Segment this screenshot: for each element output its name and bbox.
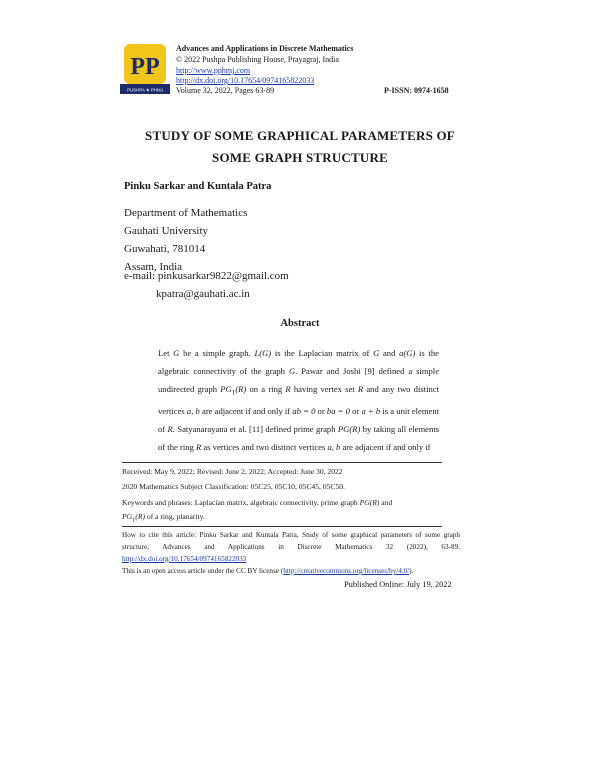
license-notice: This is an open access article under the CC BY license (http://creativecommons.org/licenses/by/4.0/).	[122, 567, 414, 575]
footnote-rule	[122, 462, 442, 463]
citation-doi-link[interactable]: http://dx.doi.org/10.17654/0974165822033	[122, 554, 247, 563]
published-date: Published Online: July 19, 2022	[344, 580, 452, 589]
journal-name: Advances and Applications in Discrete Mathematics	[176, 44, 354, 53]
abstract-heading: Abstract	[280, 318, 320, 329]
authors: Pinku Sarkar and Kuntala Patra	[124, 181, 272, 192]
abstract-body: Let G be a simple graph. L(G) is the Laplacian matrix of G and a(G) is the algebraic connectivity of the graph G. Pawar and Joshi [9] defined a simple undirected graph $PG_1(R)$ on a ring R having vertex set R and any two distinct vertices a, b are adjacent if and only if ab = 0 or ba = 0 or a + b is a unit element of R. Satyanarayana et al. [11] defined prime graph PG(R) by taking all elements of the ring R as vertices and two distinct vertices a, b are adjacent if and only if	[158, 348, 440, 453]
affiliation-department: Department of Mathematics	[124, 207, 248, 219]
license-link[interactable]: http://creativecommons.org/licenses/by/4.0/	[283, 567, 410, 575]
affiliation-city: Guwahati, 781014	[124, 243, 206, 255]
citation-rule	[122, 526, 442, 527]
email-line-1: e-mail: pinkusarkar9822@gmail.com	[124, 270, 289, 282]
logo-text: PP	[130, 54, 160, 80]
paper-title-line-1: STUDY OF SOME GRAPHICAL PARAMETERS OF	[145, 128, 455, 143]
affiliation-state: Assam, India	[124, 261, 183, 273]
received-dates: Received: May 9, 2022; Revised: June 2, 2022; Accepted: June 30, 2022	[122, 467, 343, 476]
logo-band-text: PUSHPA ★ PHMJ	[127, 87, 163, 93]
issn: P-ISSN: 0974-1658	[384, 86, 449, 95]
copyright: © 2022 Pushpa Publishing House, Prayagraj, India	[176, 55, 339, 64]
email-line-2: kpatra@gauhati.ac.in	[156, 288, 250, 300]
affiliation-university: Gauhati University	[124, 225, 209, 237]
paper-title-line-2: SOME GRAPH STRUCTURE	[212, 150, 388, 165]
how-to-cite: How to cite this article: Pinku Sarkar and Kuntala Patra, Study of some graphical parameters of some graph structure, Advances and Applications in Discrete Mathematics 32 (2022), 63-89. http://dx.doi.org/10.17654/0974165822033	[122, 531, 460, 563]
msc-classification: 2020 Mathematics Subject Classification: 05C25, 05C10, 05C45, 05C50.	[122, 482, 345, 491]
journal-url-link[interactable]: http://www.pphmj.com	[176, 66, 251, 75]
publisher-logo	[120, 40, 170, 98]
doi-link[interactable]: http://dx.doi.org/10.17654/0974165822033	[176, 76, 315, 85]
keywords: Keywords and phrases: Laplacian matrix, algebraic connectivity, prime graph PG(R) and $PG_1(R)$ of a ring, planarity.	[122, 498, 393, 524]
volume-info: Volume 32, 2022, Pages 63-89	[176, 86, 275, 95]
